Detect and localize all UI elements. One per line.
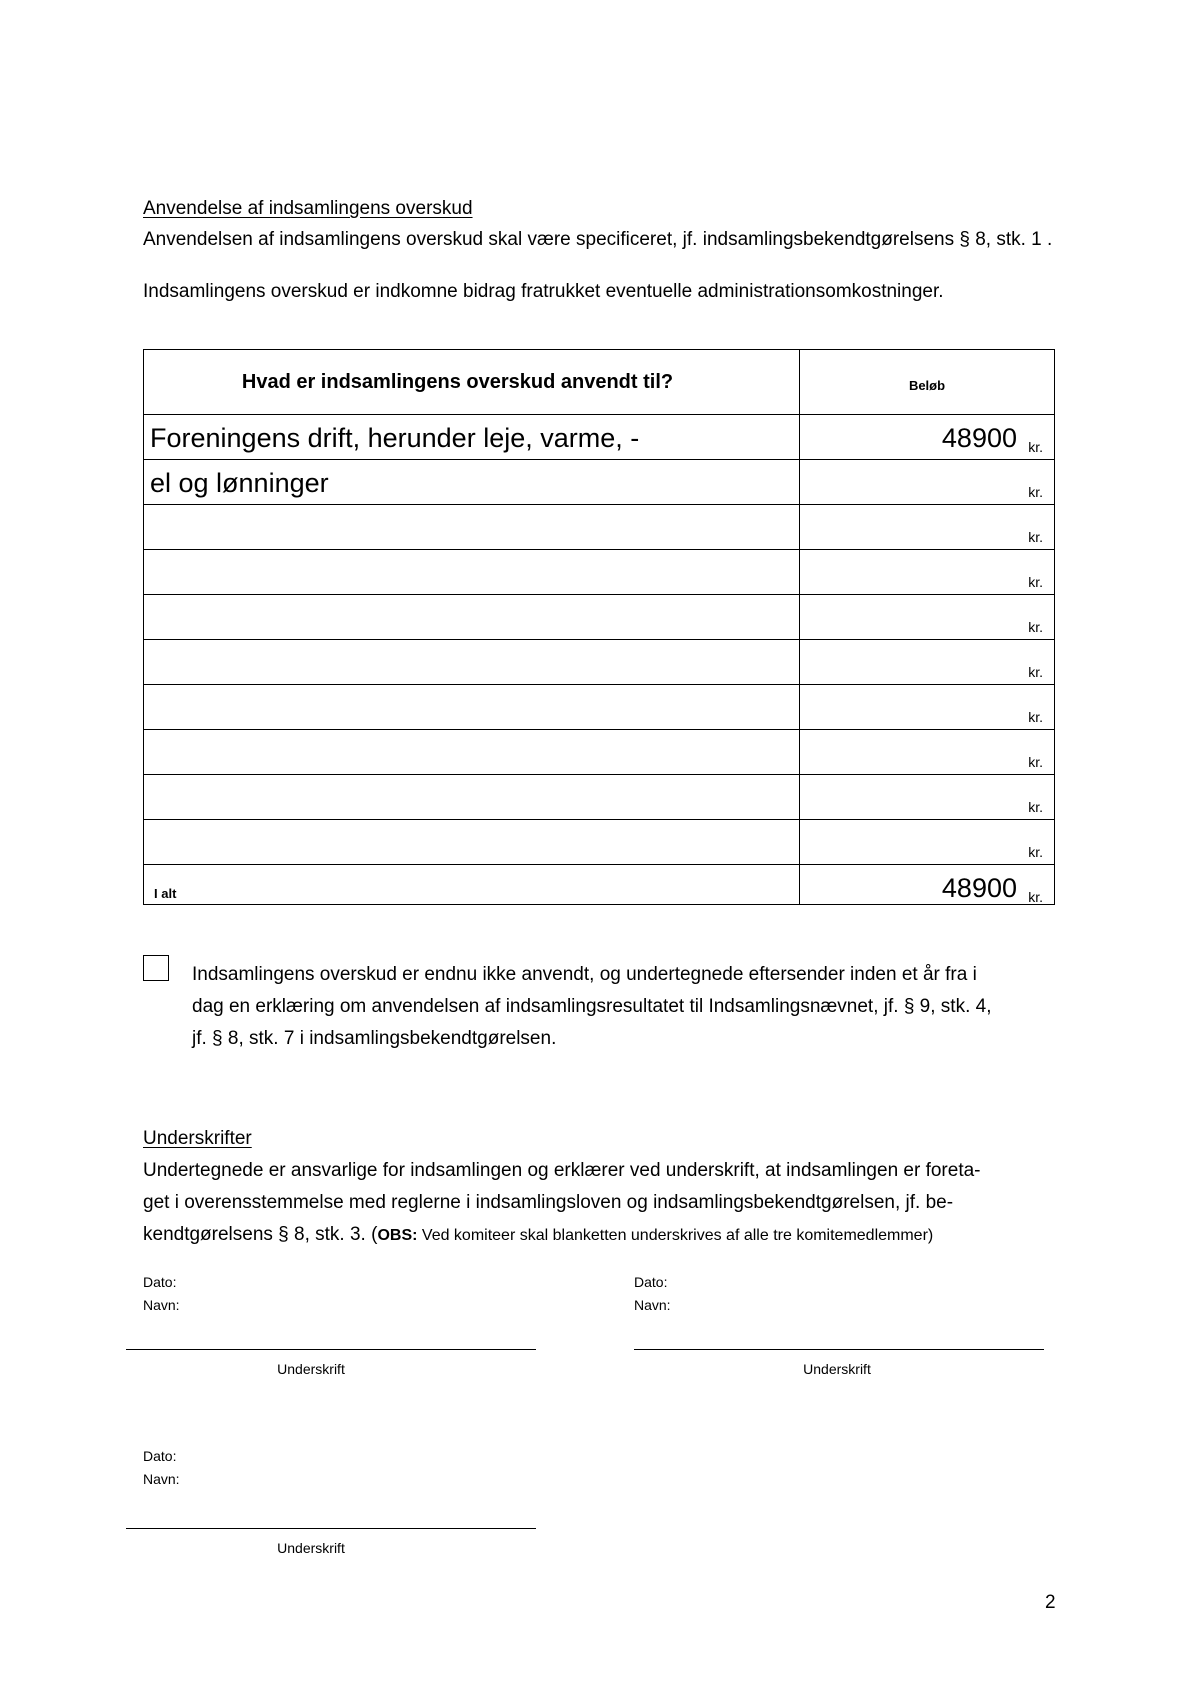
page-number: 2 bbox=[1045, 1592, 1056, 1613]
table-row-divider bbox=[144, 819, 1054, 820]
signature-3-date-label: Dato: bbox=[143, 1448, 177, 1464]
table-row-divider bbox=[144, 459, 1054, 460]
signature-1-name-label: Navn: bbox=[143, 1297, 180, 1313]
table-header-amount: Beløb bbox=[908, 377, 946, 393]
underskrifter-paragraph-line3 bbox=[143, 1225, 933, 1246]
total-label: I alt bbox=[154, 886, 177, 901]
table-row-divider bbox=[144, 504, 1054, 505]
section-heading-anvendelse: Anvendelse af indsamlingens overskud bbox=[143, 198, 473, 219]
table-row-divider bbox=[144, 549, 1054, 550]
total-amount: 48900 bbox=[941, 873, 1017, 903]
row-currency: kr. bbox=[1028, 529, 1043, 545]
table-row-divider bbox=[144, 684, 1054, 685]
line3-prefix: kendtgørelsens § 8, stk. 3. ( bbox=[143, 1224, 378, 1245]
signature-1-date-label: Dato: bbox=[143, 1274, 177, 1290]
signature-2-name-label: Navn: bbox=[634, 1297, 671, 1313]
signature-3-line bbox=[126, 1528, 536, 1529]
table-row-divider bbox=[144, 774, 1054, 775]
signature-2-date-label: Dato: bbox=[634, 1274, 668, 1290]
checkbox-statement-line3: jf. § 8, stk. 7 i indsamlingsbekendtgørelsen. bbox=[192, 1028, 557, 1049]
row-currency: kr. bbox=[1028, 484, 1043, 500]
row-currency: kr. bbox=[1028, 799, 1043, 815]
overskud-table bbox=[143, 349, 1055, 905]
line3-suffix: Ved komiteer skal blanketten underskrives af alle tre komitemedlemmer) bbox=[417, 1227, 934, 1244]
table-row-divider bbox=[144, 639, 1054, 640]
row-currency: kr. bbox=[1028, 619, 1043, 635]
row-description: Foreningens drift, herunder leje, varme, - bbox=[150, 423, 640, 453]
row-description: el og lønninger bbox=[150, 468, 329, 498]
signature-3-caption: Underskrift bbox=[277, 1540, 345, 1556]
anvendelse-paragraph-line2: Indsamlingens overskud er indkomne bidrag fratrukket eventuelle administrationsomkostninger. bbox=[143, 281, 944, 302]
table-row-divider bbox=[144, 864, 1054, 865]
row-currency: kr. bbox=[1028, 709, 1043, 725]
table-row-divider bbox=[144, 729, 1054, 730]
row-currency: kr. bbox=[1028, 664, 1043, 680]
table-header-question: Hvad er indsamlingens overskud anvendt til? bbox=[241, 370, 674, 393]
row-currency: kr. bbox=[1028, 844, 1043, 860]
signature-2-line bbox=[634, 1349, 1044, 1350]
total-currency: kr. bbox=[1028, 889, 1043, 905]
underskrifter-paragraph-line1: Undertegnede er ansvarlige for indsamlingen og erklærer ved underskrift, at indsamlingen er foreta- bbox=[143, 1160, 981, 1181]
signature-2-caption: Underskrift bbox=[803, 1361, 871, 1377]
anvendelse-paragraph-line1: Anvendelsen af indsamlingens overskud skal være specificeret, jf. indsamlingsbekendtgørelsens § 8, stk. 1 . bbox=[143, 229, 1053, 250]
row-currency: kr. bbox=[1028, 754, 1043, 770]
signature-3-name-label: Navn: bbox=[143, 1471, 180, 1487]
checkbox-statement-line1: Indsamlingens overskud er endnu ikke anvendt, og undertegnede eftersender inden et år fra i bbox=[192, 964, 977, 985]
row-currency: kr. bbox=[1028, 574, 1043, 590]
not-yet-used-checkbox[interactable] bbox=[143, 955, 169, 981]
obs-label: OBS: bbox=[377, 1227, 418, 1244]
table-column-divider bbox=[799, 350, 800, 904]
row-amount: 48900 bbox=[941, 423, 1017, 453]
row-currency: kr. bbox=[1028, 439, 1043, 455]
checkbox-statement-line2: dag en erklæring om anvendelsen af indsamlingsresultatet til Indsamlingsnævnet, jf. § 9, stk. 4, bbox=[192, 996, 992, 1017]
table-row-divider bbox=[144, 414, 1054, 415]
signature-1-line bbox=[126, 1349, 536, 1350]
section-heading-underskrifter: Underskrifter bbox=[143, 1128, 252, 1149]
signature-1-caption: Underskrift bbox=[277, 1361, 345, 1377]
underskrifter-paragraph-line2: get i overensstemmelse med reglerne i indsamlingsloven og indsamlingsbekendtgørelsen, jf. be- bbox=[143, 1192, 954, 1213]
table-row-divider bbox=[144, 594, 1054, 595]
